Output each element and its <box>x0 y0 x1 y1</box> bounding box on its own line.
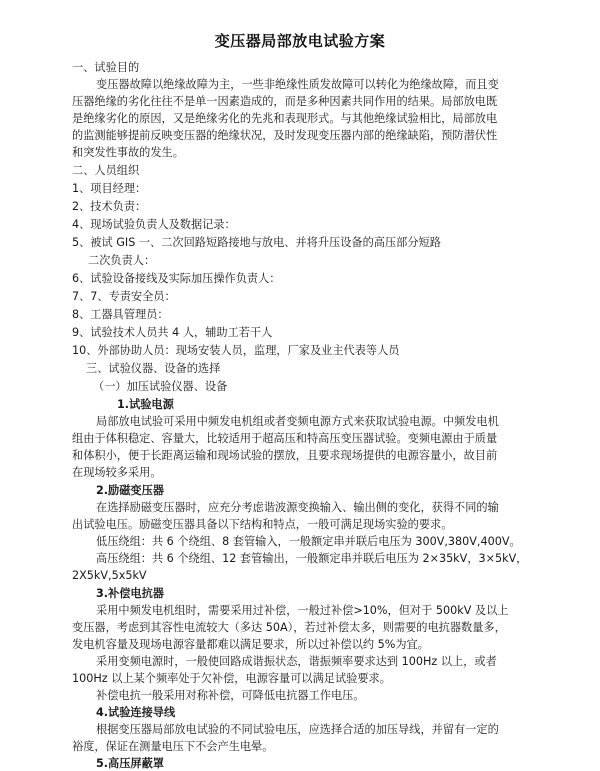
paragraph-line: 发电机容量及现场电源容量都难以满足要求，所以过补偿以约 5%为宜。 <box>72 638 429 651</box>
list-item: 2、技术负责： <box>72 200 147 213</box>
list-item: 5、被试 GIS 一、二次回路短路接地与放电、并将升压设备的高压部分短路 <box>72 236 441 249</box>
paragraph-line: 组由于体积稳定、容量大，比较适用于超高压和特高压变压器试验。变频电源由于质量 <box>72 432 498 445</box>
list-item: 6、试验设备接线及实际加压操作负责人： <box>72 272 281 285</box>
paragraph-line: 局部放电试验可采用中频发电机组或者变频电源方式来获取试验电源。中频发电机 <box>96 415 499 428</box>
subheading: 5.高压屏蔽罩 <box>96 757 164 770</box>
paragraph-line: 在选择励磁变压器时，应充分考虑谐波源变换输入、输出侧的变化，获得不同的输 <box>96 501 499 514</box>
paragraph-line: 裕度，保证在测量电压下不会产生电晕。 <box>72 740 274 753</box>
list-item: 10、外部协助人员：现场安装人员，监理，厂家及业主代表等人员 <box>72 344 400 357</box>
list-item: 8、工器具管理员： <box>72 308 169 321</box>
paragraph-line: 补偿电抗一般采用对称补偿，可降低电抗器工作电压。 <box>96 689 365 702</box>
paragraph-line: 压器绝缘的劣化往往不是单一因素造成的，而是多种因素共同作用的结果。局部放电既 <box>72 95 498 108</box>
paragraph-line: 100Hz 以上某个频率处于欠补偿，电源容量可以满足试验要求。 <box>72 672 391 685</box>
document-title: 变压器局部放电试验方案 <box>214 32 386 50</box>
paragraph-line: 出试验电压。励磁变压器具备以下结构和特点，一般可满足现场实验的要求。 <box>72 518 453 531</box>
paragraph-line: 是绝缘劣化的原因，又是绝缘劣化的先兆和表现形式。与其他绝缘试验相比，局部放电 <box>72 112 498 125</box>
section-heading: 二、人员组织 <box>72 164 140 177</box>
subheading: 4.试验连接导线 <box>96 706 176 719</box>
paragraph-line: 采用变频电源时，一般使回路成谐振状态，谐振频率要求达到 100Hz 以上，或者 <box>96 655 497 668</box>
paragraph-line: 变压器，考虑到其容性电流较大（多达 50A），若过补偿太多，则需要的电抗器数量多， <box>72 621 506 634</box>
paragraph-line: 根据变压器局部放电试验的不同试验电压，应选择合适的加压导线，并留有一定的 <box>96 723 499 736</box>
subheading: 2.励磁变压器 <box>96 484 164 497</box>
subheading: 1.试验电源 <box>117 398 174 411</box>
list-item: 9、试验技术人员共 4 人，辅助工若干人 <box>72 326 273 339</box>
section-heading: 一、试验目的 <box>72 61 140 74</box>
paragraph-line: 变压器故障以绝缘故障为主，一些非绝缘性质发故障可以转化为绝缘故障，而且变 <box>96 78 499 91</box>
paragraph-line: 2X5kV,5x5kV <box>72 569 147 582</box>
subheading: 3.补偿电抗器 <box>96 587 164 600</box>
section-heading: 三、试验仪器、设备的选择 <box>86 362 221 375</box>
list-item: 二次负责人： <box>88 254 156 267</box>
paragraph-line: 低压绕组：共 6 个绕组、8 套管输入，一般额定串并联后电压为 300V,380V,400V。 <box>96 535 521 548</box>
paragraph-line: 高压绕组：共 6 个绕组、12 套管输出，一般额定串并联后电压为 2×35kV，3×5kV， <box>96 552 528 565</box>
paragraph-line: 和体积小，便于长距离运输和现场试验的摆放，且要求现场提供的电源容量小，故目前 <box>72 449 498 462</box>
paragraph-line: 和突发性事故的发生。 <box>72 146 184 159</box>
paragraph-line: 的监测能够提前反映变压器的绝缘状况，及时发现变压器内部的绝缘缺陷，预防潜伏性 <box>72 129 498 142</box>
paragraph-line: 在现场较多采用。 <box>72 466 162 479</box>
list-item: 1、项目经理： <box>72 182 147 195</box>
list-item: 7、7、专责安全员： <box>72 290 176 303</box>
list-item: 4、现场试验负责人及数据记录： <box>72 218 236 231</box>
subsection-heading: （一）加压试验仪器、设备 <box>93 380 228 393</box>
paragraph-line: 采用中频发电机组时，需要采用过补偿，一般过补偿>10%，但对于 500kV 及以上 <box>96 604 509 617</box>
